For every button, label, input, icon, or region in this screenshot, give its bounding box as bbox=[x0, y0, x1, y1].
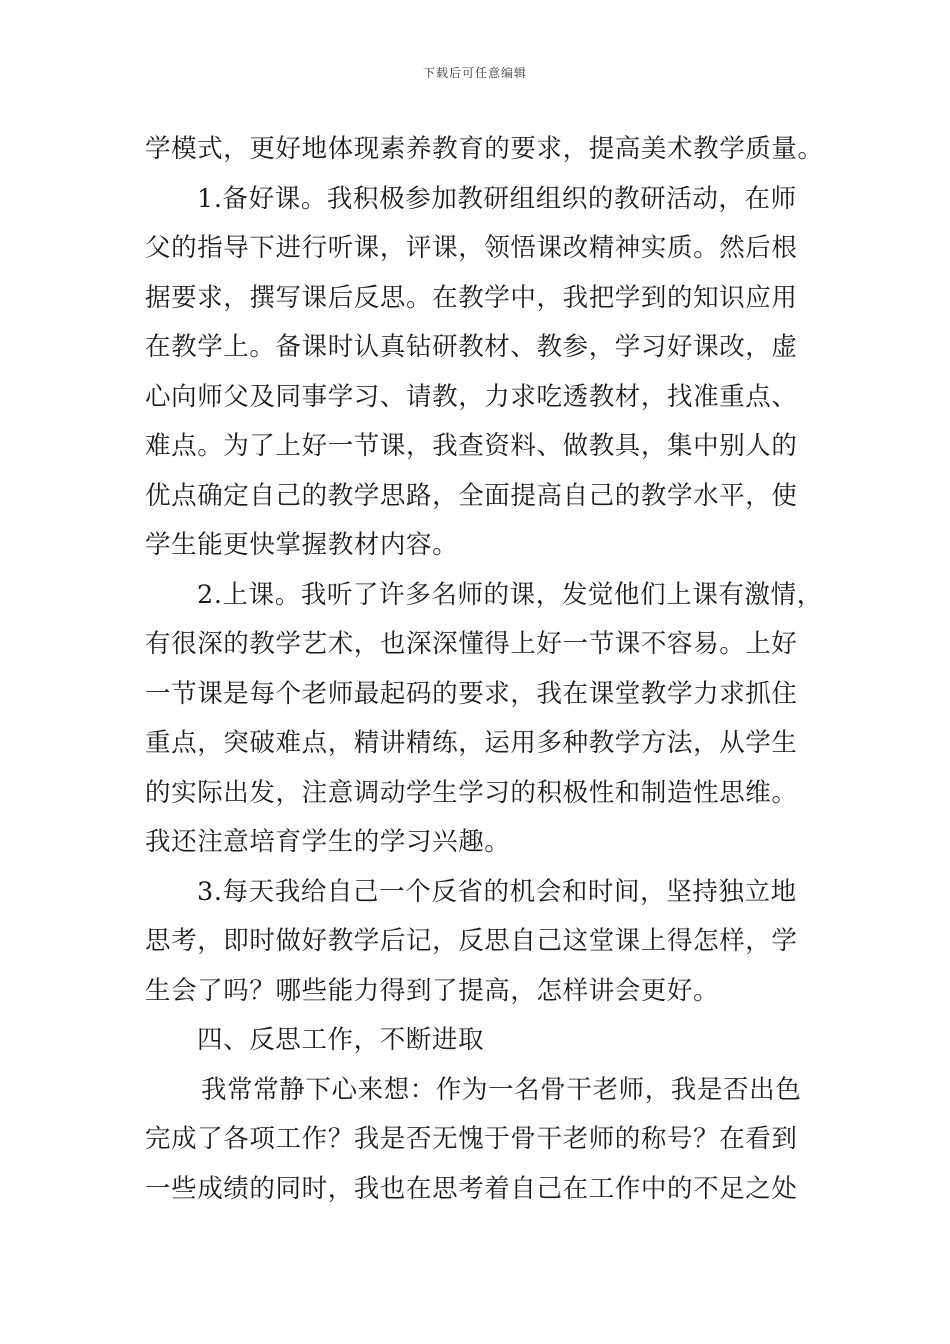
page-header-note: 下载后可任意编辑 bbox=[422, 66, 527, 80]
text-line: 优点确定自己的教学思路，全面提高自己的教学水平，使 bbox=[145, 480, 798, 511]
text-line: 思考，即时做好教学后记，反思自己这堂课上得怎样，学 bbox=[145, 926, 798, 956]
text-line: 我还注意培育学生的学习兴趣。 bbox=[145, 827, 511, 857]
text-line: 的实际出发，注意调动学生学习的积极性和制造性思维。 bbox=[145, 777, 798, 808]
text-line: 学模式，更好地体现素养教育的要求，提高美术教学质量。 bbox=[145, 134, 824, 164]
text-line: 2.上课。我听了许多名师的课，发觉他们上课有激情， bbox=[197, 579, 823, 610]
text-line: 有很深的教学艺术，也深深懂得上好一节课不容易。上好 bbox=[145, 629, 798, 659]
text-line: 学生能更快掌握教材内容。 bbox=[145, 530, 459, 560]
text-line: 在教学上。备课时认真钻研教材、教参，学习好课改，虚 bbox=[145, 332, 798, 362]
text-line: 3.每天我给自己一个反省的机会和时间，坚持独立地 bbox=[197, 876, 797, 907]
document-body bbox=[145, 125, 824, 1214]
text-line: 一节课是每个老师最起码的要求，我在课堂教学力求抓住 bbox=[145, 678, 798, 709]
text-line: 父的指导下进行听课，评课，领悟课改精神实质。然后根 bbox=[145, 233, 798, 263]
text-line: 完成了各项工作？我是否无愧于骨干老师的称号？在看到 bbox=[145, 1124, 798, 1154]
text-line: 难点。为了上好一节课，我查资料、做教具，集中别人的 bbox=[145, 431, 798, 461]
text-line: 一些成绩的同时，我也在思考着自己在工作中的不足之处 bbox=[145, 1173, 798, 1204]
text-line: 据要求，撰写课后反思。在教学中，我把学到的知识应用 bbox=[145, 282, 798, 313]
text-line: 重点，突破难点，精讲精练，运用多种教学方法，从学生 bbox=[145, 728, 798, 758]
text-line: 我常常静下心来想：作为一名骨干老师，我是否出色 bbox=[201, 1074, 802, 1105]
text-line: 心向师父及同事学习、请教，力求吃透教材，找准重点、 bbox=[145, 381, 798, 412]
text-line: 1.备好课。我积极参加教研组组织的教研活动，在师 bbox=[197, 183, 797, 214]
section-heading: 四、反思工作，不断进取 bbox=[197, 1025, 485, 1055]
text-line: 生会了吗？哪些能力得到了提高，怎样讲会更好。 bbox=[145, 975, 720, 1006]
